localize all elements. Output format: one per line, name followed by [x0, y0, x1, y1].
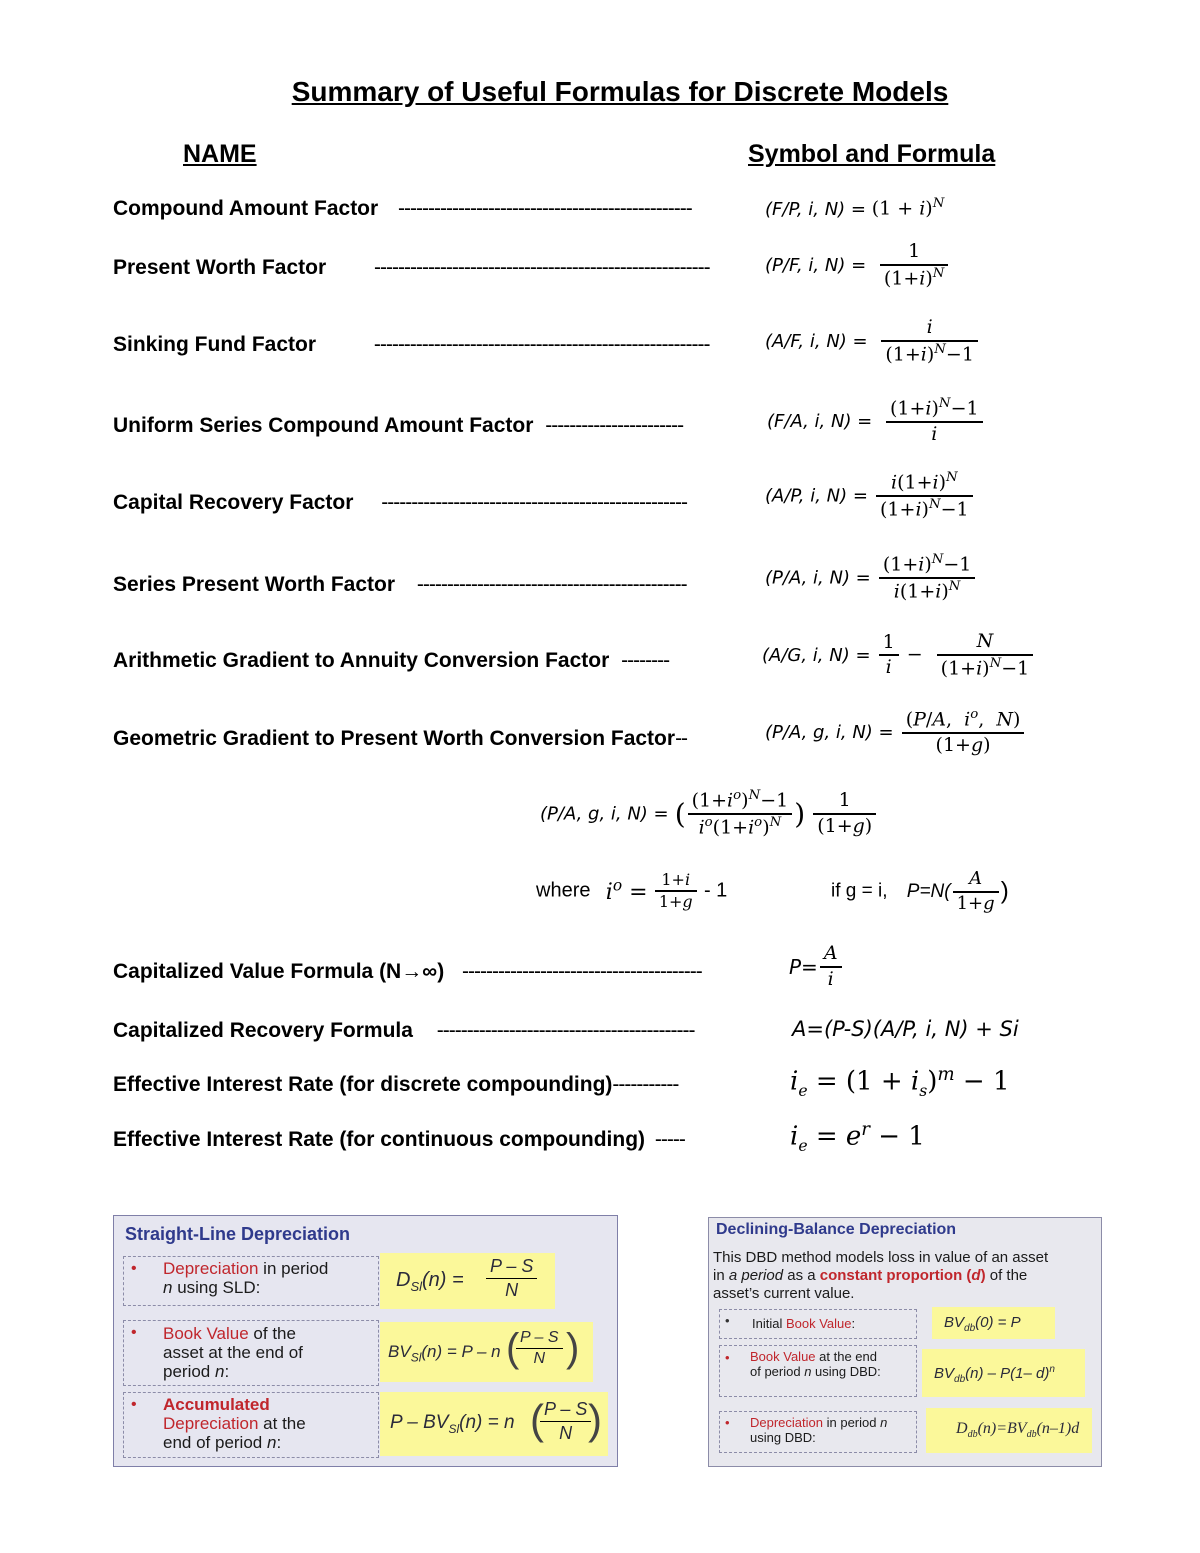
formula-capitalized-recovery [792, 1017, 1019, 1041]
row-dashes: --------------------------------------------- [416, 573, 687, 596]
row-capital-recovery [113, 491, 687, 515]
formula-lhs: (A/G, i, N) = [762, 644, 871, 666]
formula-lhs: (A/P, i, N) = [765, 485, 868, 507]
row-geometric-gradient [113, 727, 687, 751]
dbd-text-1b: : [851, 1316, 856, 1331]
row-compound-amount [113, 197, 692, 221]
row-dashes: ----- [654, 1128, 685, 1151]
formula-lhs: (P/A, g, i, N) = [765, 721, 894, 743]
dbd-red-3: Depreciation [750, 1415, 823, 1430]
row-capitalized-value [113, 960, 702, 984]
row-label: Compound Amount Factor [113, 197, 379, 220]
p-eq-text: P=N( [906, 880, 951, 902]
sld-text-3 [163, 1395, 306, 1452]
formula-capitalized-value: P= $\frac{A}{i}$ [789, 942, 844, 992]
formula-lhs: P= [789, 954, 818, 979]
sld-bullet-1: • [131, 1260, 137, 1277]
dbd-f3-c: (n–1)d [1036, 1420, 1080, 1437]
dbd-desc-1: This DBD method models loss in value of an asset [713, 1249, 1049, 1266]
dbd-bullet-1: • [725, 1313, 730, 1328]
sld-text-3a: at the [258, 1414, 306, 1433]
sld-bullet-3: • [131, 1396, 137, 1413]
dbd-f1-sub: db [964, 1323, 976, 1334]
formula-series-present-worth: (P/A, i, N) = $\frac{(1+i)^N-1}{i(1+i)^N}$ [765, 552, 977, 604]
sld-text-2e: : [224, 1362, 230, 1381]
row-capitalized-recovery [113, 1019, 695, 1043]
formula-lhs: (P/F, i, N) = [765, 254, 872, 276]
dbd-bullet-3: • [725, 1415, 730, 1430]
sld-text-2 [163, 1324, 303, 1381]
formula-lhs: (P/A, g, i, N) = [540, 803, 669, 825]
dbd-f2-sub: db [954, 1374, 966, 1385]
row-present-worth [113, 256, 710, 280]
dbd-text-2c: n [804, 1364, 812, 1379]
dbd-desc-2c: as a [783, 1267, 820, 1284]
dbd-desc-3: asset’s current value. [713, 1285, 855, 1302]
row-sinking-fund [113, 333, 709, 357]
formula-present-worth: (P/F, i, N) = $\frac{1}{(1+i)^N}$ [765, 240, 950, 291]
row-dashes: ----------------------- [545, 414, 684, 437]
sld-text-1 [163, 1259, 328, 1297]
row-label: Capital Recovery Factor [113, 491, 354, 514]
row-dashes: -------- [621, 649, 670, 672]
dbd-text-3b: n [880, 1415, 888, 1430]
row-dashes: -- [675, 727, 688, 750]
formula-if-g-equals-i: if g = i, P=N( $\frac{A}{1+g}$ ) [831, 868, 1009, 914]
row-label: Series Present Worth Factor [113, 573, 396, 596]
sld-text-3d: : [276, 1433, 282, 1452]
row-dashes: ---------------------------------------- [462, 960, 702, 983]
formula-effective-discrete: $i_e = (1 + i_s)^m - 1$ [790, 1064, 1010, 1100]
dbd-formula-1 [932, 1307, 1055, 1339]
dbd-text-3a: in period [823, 1415, 881, 1430]
sld-bullet-2: • [131, 1324, 137, 1341]
name-header: NAME [183, 140, 257, 168]
dbd-text-2b: of period [750, 1364, 805, 1379]
formula-header: Symbol and Formula [748, 140, 996, 168]
dbd-f2-b: (n) – P(1– d) [965, 1365, 1050, 1382]
dbd-red-2: Book Value [750, 1349, 816, 1364]
formula-lhs: (F/A, i, N) = [767, 410, 878, 432]
dbd-f2-a: BV [934, 1365, 955, 1382]
formula-lhs: (A/F, i, N) = [765, 330, 874, 352]
sld-formula-2: $BV_{Sl}(n) = P - n$ ( $\frac{P - S}{N}$ ) [380, 1322, 593, 1382]
if-text: if g = i, [831, 880, 888, 902]
sld-red-1: Depreciation [163, 1259, 259, 1278]
dbd-description [713, 1249, 1048, 1303]
dbd-desc-2g: of the [985, 1267, 1028, 1284]
where-text: where [536, 879, 591, 902]
sld-red-3a: Accumulated [163, 1395, 270, 1414]
sld-text-2a: of the [248, 1324, 296, 1343]
dbd-f3-sub2: db [1026, 1429, 1037, 1441]
dbd-text-2d: using DBD: [811, 1364, 881, 1379]
sld-formula-1: $D_{Sl}(n)$ = $\frac{P - S}{N}$ [380, 1253, 555, 1309]
dbd-text-1 [752, 1314, 855, 1333]
row-uniform-series [113, 414, 683, 438]
sld-text-1c: using SLD: [172, 1278, 261, 1297]
row-dashes: ------------------------------------------------- [398, 197, 692, 220]
sld-red-3b: Depreciation [163, 1414, 259, 1433]
row-dashes: -------------------------------------------------------- [373, 333, 710, 356]
dbd-f1-b: (0) = P [975, 1314, 1021, 1331]
sld-text-3b: end of period [163, 1433, 267, 1452]
dbd-f3-a: D [956, 1420, 968, 1437]
row-dashes: -------------------------------------------------------- [374, 256, 710, 279]
row-label: Uniform Series Compound Amount Factor [113, 414, 534, 437]
dbd-text-2a: at the end [815, 1349, 877, 1364]
formula-geometric-expanded: (P/A, g, i, N) = ( $\frac{(1+i^o)^N-1}{i^o(1+i^o)^N}$ ) $\frac{1}{(1+g)}$ [540, 788, 878, 840]
formula-sinking-fund: (A/F, i, N) = $\frac{i}{(1+i)^N-1}$ [765, 316, 980, 367]
sld-text-1a: in period [258, 1259, 329, 1278]
dbd-desc-2f: ) [980, 1267, 986, 1284]
sld-text-2b: asset at the end of [163, 1343, 303, 1362]
formula-lhs: (F/P, i, N) = [765, 198, 872, 220]
row-dashes: ------------------------------------------- [436, 1019, 695, 1042]
dbd-f1-a: BV [944, 1314, 965, 1331]
dbd-desc-2d: constant proportion ( [819, 1267, 972, 1284]
formula-arithmetic-gradient: (A/G, i, N) = $\frac{1}{i}$ − $\frac{N}{(1+i)^N-1}$ [762, 630, 1035, 681]
row-effective-continuous [113, 1128, 685, 1152]
sld-text-1b: n [163, 1278, 173, 1297]
formula-effective-continuous: $i_e = e^r - 1$ [790, 1119, 925, 1155]
dbd-bullet-2: • [725, 1350, 730, 1365]
row-label: Arithmetic Gradient to Annuity Conversion Factor [113, 649, 610, 672]
sld-text-2d: n [214, 1362, 225, 1381]
formula-uniform-series: (F/A, i, N) = $\frac{(1+i)^N-1}{i}$ [767, 396, 985, 447]
dbd-formula-3 [926, 1408, 1092, 1453]
dbd-text-3c: using DBD: [750, 1430, 816, 1445]
row-series-present-worth [113, 573, 687, 597]
formula-lhs: (P/A, i, N) = [765, 567, 871, 589]
dbd-f3-b: (n)=BV [977, 1420, 1027, 1437]
formula-capital-recovery: (A/P, i, N) = $\frac{i(1+i)^N}{(1+i)^N-1}$ [765, 470, 975, 522]
page-title: Summary of Useful Formulas for Discrete Models [291, 76, 949, 107]
row-arithmetic-gradient [113, 649, 669, 673]
dbd-f2-exp: n [1049, 1364, 1055, 1375]
row-effective-discrete [113, 1073, 678, 1097]
dbd-desc-2a: in [713, 1267, 729, 1284]
sld-formula-3: $P - BV_{Sl}(n) = n$ ( $\frac{P - S}{N}$ ) [380, 1392, 608, 1456]
row-label: Geometric Gradient to Present Worth Conversion Factor [113, 727, 676, 750]
dbd-text-3 [750, 1415, 887, 1445]
row-label: Capitalized Value Formula (N→∞) [113, 960, 445, 983]
sld-text-2c: period [163, 1362, 215, 1381]
sld-red-2: Book Value [163, 1324, 249, 1343]
dbd-text-1a: Initial [752, 1316, 786, 1331]
row-label: Present Worth Factor [113, 256, 327, 279]
sld-title: Straight-Line Depreciation [125, 1224, 351, 1244]
row-dashes: ----------- [612, 1073, 679, 1096]
sld-text-3c: n [266, 1433, 277, 1452]
dbd-desc-2e: d [971, 1267, 981, 1284]
formula-geometric-gradient: (P/A, g, i, N) = $\frac{(P/A, i^o, N)}{(1+g)}$ [765, 707, 1026, 758]
row-label: Effective Interest Rate (for discrete compounding) [113, 1073, 613, 1096]
row-label: Effective Interest Rate (for continuous compounding) [113, 1128, 646, 1151]
dbd-desc-2b: a period [728, 1267, 784, 1284]
minus-one: - 1 [703, 879, 728, 902]
formula-lhs: A=(P-S)(A/P, i, N) + Si [792, 1017, 1019, 1041]
row-dashes: --------------------------------------------------- [381, 491, 687, 514]
row-label: Capitalized Recovery Formula [113, 1019, 413, 1042]
dbd-formula-2 [922, 1349, 1085, 1397]
formula-where: where $i^o$ = $\frac{1+i}{1+g}$ - 1 [536, 870, 728, 911]
row-label: Sinking Fund Factor [113, 333, 316, 356]
dbd-text-2 [750, 1349, 881, 1379]
dbd-red-1: Book Value [785, 1316, 852, 1331]
dbd-title: Declining-Balance Depreciation [716, 1221, 957, 1238]
formula-compound-amount: (F/P, i, $N) = (1 + i)^N$ [765, 196, 945, 220]
dbd-f3-sub: db [967, 1429, 978, 1441]
